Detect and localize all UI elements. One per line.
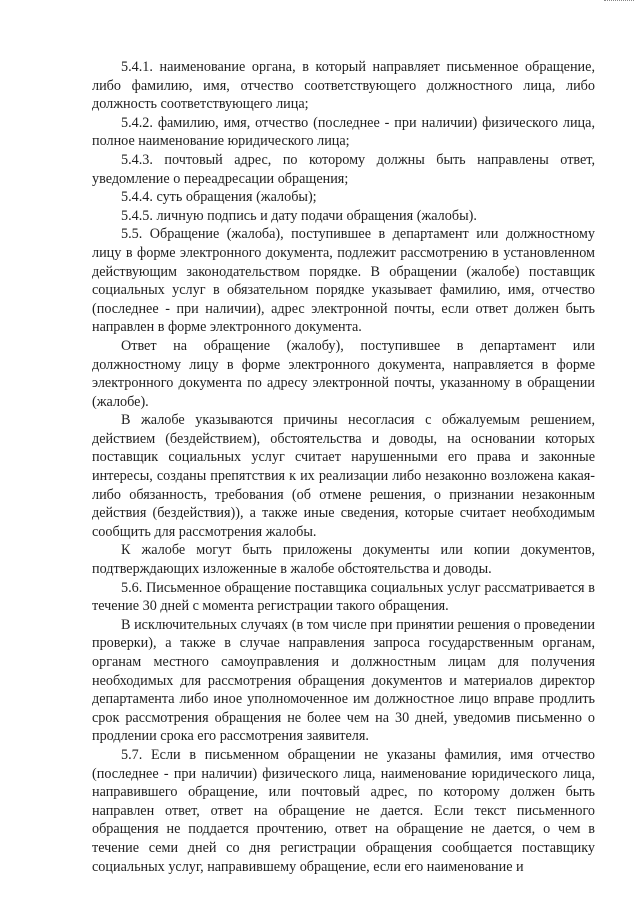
- paragraph-5-5: 5.5. Обращение (жалоба), поступившее в департамент или должностному лицу в форме электронного документа, подлежит рассмотрению в установленном действующим законодательством порядке. В обращении (жалобе) поставщик социальных услуг в обязательном порядке указывает фамилию, имя, отчество (последнее - при наличии), адрес электронной почты, если ответ должен быть направлен в форме электронного документа.: [92, 226, 595, 336]
- scan-edge-mark: [604, 0, 634, 3]
- paragraph-5-4-5: 5.4.5. личную подпись и дату подачи обращения (жалобы).: [121, 207, 477, 224]
- paragraph-5-4-3: 5.4.3. почтовый адрес, по которому должны быть направлены ответ, уведомление о переадресации обращения;: [92, 151, 595, 187]
- paragraph-5-7: 5.7. Если в письменном обращении не указаны фамилия, имя отчество (последнее - при наличии) физического лица, наименование юридического лица, направившего обращение, или почтовый адрес, по которому должен быть направлен ответ, ответ на обращение не дается. Если текст письменного обращения не поддается прочтению, ответ на обращение не дается, о чем в течение семи дней со дня регистрации обращения сообщается поставщику социальных услуг, направившему обращение, если его наименование и: [92, 746, 595, 875]
- paragraph-response: Ответ на обращение (жалобу), поступившее в департамент или должностному лицу в форме электронного документа, направляется в форме электронного документа по адресу электронной почты, указанному в обращении (жалобе).: [92, 337, 595, 410]
- paragraph-exceptional-cases: В исключительных случаях (в том числе при принятии решения о проведении проверки), а также в случае направления запроса государственным органам, органам местного самоуправления и должностным лицам для получения необходимых для рассмотрения обращения документов и материалов директор департамента либо иное уполномоченное им должностное лицо вправе продлить срок рассмотрения обращения не более чем на 30 дней, уведомив письменно о продлении срока его рассмотрения заявителя.: [92, 616, 595, 745]
- document-body: [92, 58, 595, 876]
- paragraph-complaint-content: В жалобе указываются причины несогласия с обжалуемым решением, действием (бездействием), обстоятельства и доводы, на основании которых поставщик социальных услуг считает нарушенными его права и законные интересы, созданы препятствия к их реализации либо незаконно возложена какая-либо обязанность, требования (об отмене решения, о признании незаконным действия (бездействия)), а также иные сведения, которые считает необходимым сообщить для рассмотрения жалобы.: [92, 412, 595, 540]
- paragraph-5-4-2: 5.4.2. фамилию, имя, отчество (последнее - при наличии) физического лица, полное наименование юридического лица;: [92, 114, 595, 150]
- paragraph-attachments: К жалобе могут быть приложены документы или копии документов, подтверждающих изложенные в жалобе обстоятельства и доводы.: [92, 542, 595, 578]
- paragraph-5-6: 5.6. Письменное обращение поставщика социальных услуг рассматривается в течение 30 дней с момента регистрации такого обращения.: [92, 579, 595, 615]
- paragraph-5-4-4: 5.4.4. суть обращения (жалобы);: [121, 189, 317, 206]
- paragraph-5-4-1: 5.4.1. наименование органа, в который направляет письменное обращение, либо фамилию, имя, отчество соответствующего должностного лица, либо должность соответствующего лица;: [92, 59, 595, 113]
